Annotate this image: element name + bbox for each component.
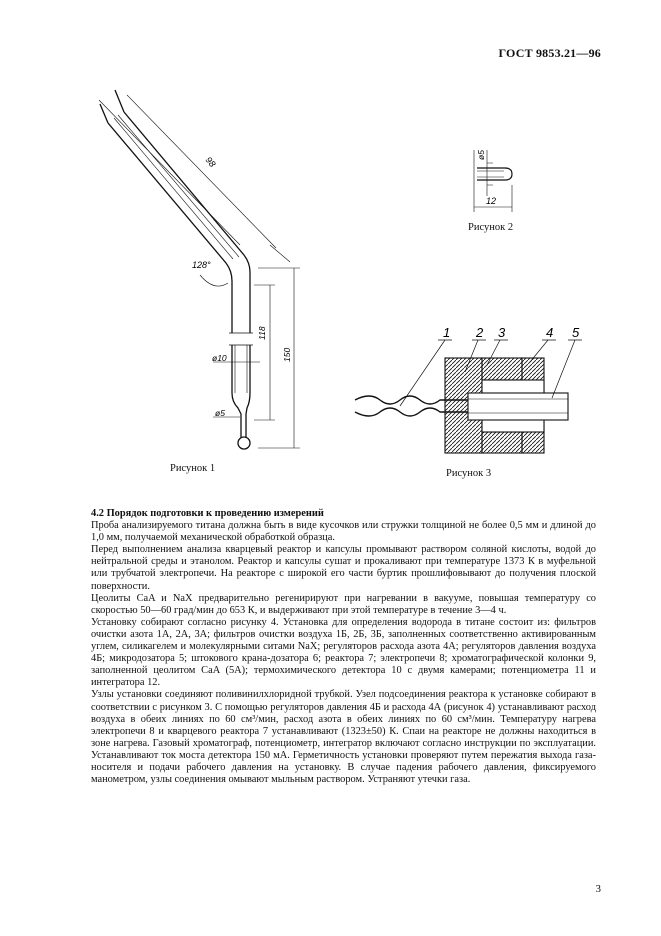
paragraph-3: Цеолиты CaA и NaX предварительно регенирируют при нагревании в вакууме, повышая температуру со скоростью 50—60 град/мин до 653 К, и выдерживают при этой температуре в течение 3—4 ч. bbox=[91, 592, 596, 616]
figure-3-connection bbox=[355, 340, 582, 453]
fig2-dia5-label: ø5 bbox=[476, 150, 486, 160]
fig1-h150-label: 150 bbox=[282, 347, 292, 362]
paragraph-1: Проба анализируемого титана должна быть в виде кусочков или стружки толщиной не более 0,5 мм и длиной до 1,0 мм, получаемой механической обработкой образца. bbox=[91, 520, 596, 544]
document-id: ГОСТ 9853.21—96 bbox=[498, 46, 601, 60]
page-number: 3 bbox=[595, 883, 601, 895]
fig3-label-2: 2 bbox=[476, 325, 484, 340]
fig1-h118-label: 118 bbox=[257, 326, 267, 340]
paragraph-2: Перед выполнением анализа кварцевый реактор и капсулы промывают раствором соляной кислоты, водой до нейтральной среды и этанолом. Реактор и капсулы сушат и прокаливают при температуре 1373 К в муфельной или трубчатой электропечи. На реакторе с широкой его части буртик прошлифовывают до получения плоской поверхности. bbox=[91, 544, 596, 592]
fig3-caption: Рисунок 3 bbox=[446, 468, 492, 479]
section-title: 4.2 Порядок подготовки к проведению измерений bbox=[91, 508, 324, 519]
fig1-caption: Рисунок 1 bbox=[170, 463, 216, 474]
fig3-label-3: 3 bbox=[498, 325, 506, 340]
section-body bbox=[91, 508, 596, 786]
fig3-label-1: 1 bbox=[443, 325, 451, 340]
fig1-angle-label: 128° bbox=[192, 260, 211, 270]
fig3-label-4: 4 bbox=[546, 325, 554, 340]
fig2-caption: Рисунок 2 bbox=[468, 222, 514, 233]
fig1-dia5-label: ø5 bbox=[215, 408, 225, 418]
paragraph-5: Узлы установки соединяют поливинилхлоридной трубкой. Узел подсоединения реактора к установке собирают в соответствии с рисунком 3. С помощью регуляторов давления 4Б и расхода 4А (рисунок 4) устанавливают расход воздуха в обеих линиях по 60 см³/мин, расход азота в обеих линиях по 60 см³/мин. Температуру нагрева электропечи 8 и кварцевого реактора 7 устанавливают (1323±50) К. Спаи на реакторе не должны находиться в зоне нагрева. Газовый хроматограф, потенциометр, интегратор включают согласно инструкции по эксплуатации. Устанавливают ток моста детектора 150 мА. Герметичность установки проверяют путем пережатия выхода газа-носителя и подачи рабочего давления на установку. В случае падения рабочего давления, фиксируемого манометром, узлы соединения омывают мыльным раствором. Устраняют утечки газа. bbox=[91, 689, 596, 786]
paragraph-4: Установку собирают согласно рисунку 4. Установка для определения водорода в титане состоит из: фильтров очистки азота 1А, 2А, 3А; фильтров очистки воздуха 1Б, 2Б, 3Б, заполненных соответственно активированным углем, силикагелем и молекулярными ситами NaX; регуляторов расхода азота 4А; регуляторов давления воздуха 4Б; микродозатора 5; штокового крана-дозатора 6; реактора 7; электропечи 8; хроматографической колонки 9, заполненной цеолитом CaA (5A); термохимического детектора 10 с двумя камерами; потенциометра 11 и интегратора 12. bbox=[91, 616, 596, 689]
fig3-label-5: 5 bbox=[572, 325, 580, 340]
fig1-dia10-label: ø10 bbox=[212, 353, 227, 363]
fig2-w12-label: 12 bbox=[486, 196, 497, 206]
fig1-length-label: 98 bbox=[203, 154, 218, 169]
